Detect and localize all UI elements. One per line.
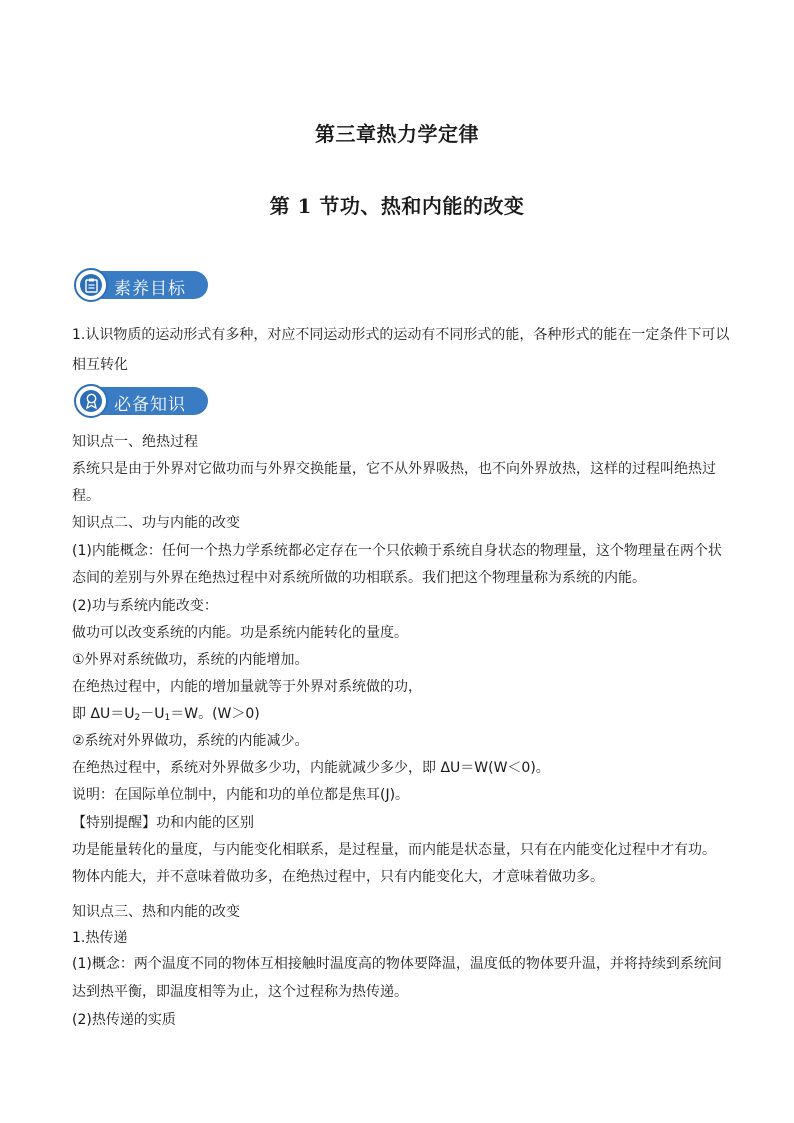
paragraph-line: 系统只是由于外界对它做功而与外界交换能量，它不从外界吸热，也不向外界放热，这样的过程叫绝热过 <box>72 461 716 477</box>
paragraph-line: 相互转化 <box>72 357 128 373</box>
paragraph-line: 做功可以改变系统的内能。功是系统内能转化的量度。 <box>72 625 408 641</box>
paragraph-line: (1)内能概念：任何一个热力学系统都必定存在一个只依赖于系统自身状态的物理量，这个物理量在两个状 <box>72 543 722 559</box>
paragraph-line: (2)功与系统内能改变： <box>72 598 218 614</box>
award-icon <box>74 384 108 418</box>
chapter-title: 第三章热力学定律 <box>315 122 479 146</box>
paragraph-line: 程。 <box>72 488 100 504</box>
badge-label: 素养目标 <box>114 279 186 299</box>
paragraph-line: 功是能量转化的量度，与内能变化相联系，是过程量，而内能是状态量，只有在内能变化过程中才有功。 <box>72 842 716 858</box>
heading-line: 知识点三、热和内能的改变 <box>72 904 240 920</box>
paragraph-line: 在绝热过程中，系统对外界做多少功，内能就减少多少，即 ΔU＝W(W＜0)。 <box>72 760 550 776</box>
paragraph-line: (2)热传递的实质 <box>72 1012 176 1028</box>
section-title: 第 1 节功、热和内能的改变 <box>269 194 525 218</box>
paragraph-line: 说明：在国际单位制中，内能和功的单位都是焦耳(J)。 <box>72 787 410 803</box>
clipboard-icon <box>74 268 108 302</box>
paragraph-line: ②系统对外界做功，系统的内能减少。 <box>72 733 309 749</box>
paragraph-line: ①外界对系统做功，系统的内能增加。 <box>72 652 309 668</box>
paragraph-line: (1)概念：两个温度不同的物体互相接触时温度高的物体要降温，温度低的物体要升温，并将持续到系统间 <box>72 956 722 972</box>
paragraph-line: 达到热平衡，即温度相等为止，这个过程称为热传递。 <box>72 984 408 1000</box>
heading-line: 知识点一、绝热过程 <box>72 434 198 450</box>
badge-label: 必备知识 <box>114 395 186 415</box>
paragraph-line: 态间的差别与外界在绝热过程中对系统所做的功相联系。我们把这个物理量称为系统的内能。 <box>72 570 646 586</box>
goals-badge <box>74 268 208 302</box>
note-heading: 【特别提醒】功和内能的区别 <box>72 815 254 831</box>
formula-line: 即 $\Delta U=U_2-U_1=W$。(W＞0) <box>72 706 260 723</box>
heading-line: 知识点二、功与内能的改变 <box>72 515 240 531</box>
knowledge-badge <box>74 384 208 418</box>
paragraph-line: 1.热传递 <box>72 930 128 946</box>
paragraph-line: 1.认识物质的运动形式有多种，对应不同运动形式的运动有不同形式的能，各种形式的能在一定条件下可以 <box>72 327 730 343</box>
paragraph-line: 物体内能大，并不意味着做功多，在绝热过程中，只有内能变化大，才意味着做功多。 <box>72 869 604 885</box>
paragraph-line: 在绝热过程中，内能的增加量就等于外界对系统做的功， <box>72 679 422 695</box>
